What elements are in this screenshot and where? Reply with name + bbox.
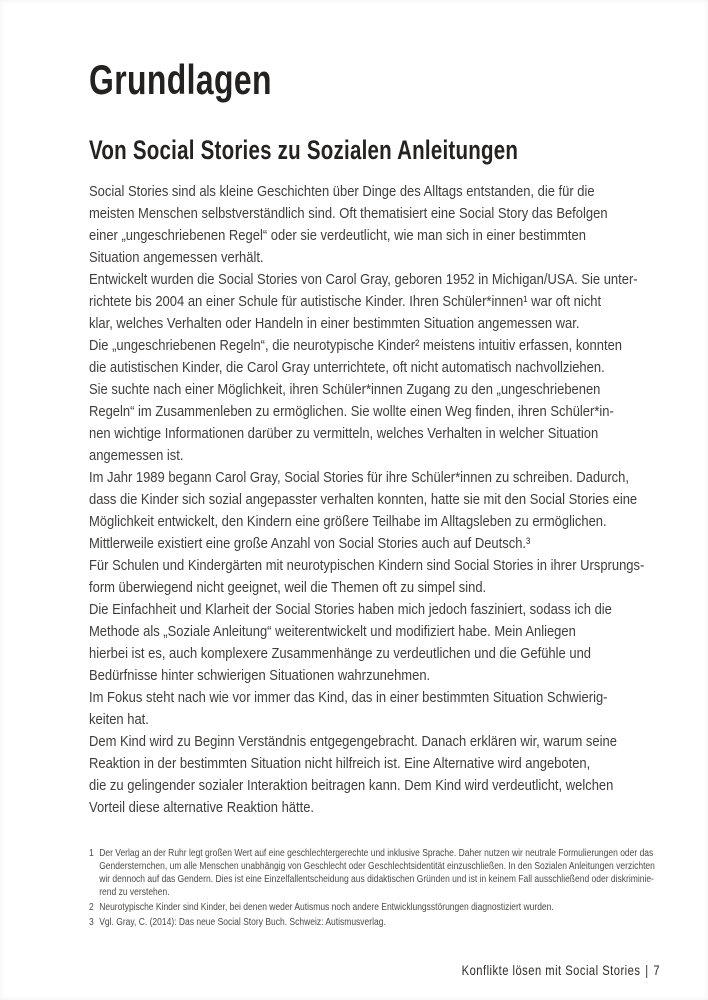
footnote: [89, 847, 657, 899]
footer-book-title: Konflikte lösen mit Social Stories: [461, 962, 641, 978]
body-paragraph: Im Jahr 1989 begann Carol Gray, Social Stories für ihre Schüler*innen zu schreiben. Dadurch, dass die Kinder sich sozial angepasster verhalten konnten, hatte sie mit den Social Stories eine Möglichkeit entwickelt, den Kindern eine größere Teilhabe im Alltagsleben zu ermöglichen. Mittlerweile existiert eine große Anzahl von Social Stories auch auf Deutsch.³: [89, 469, 638, 552]
footnotes-section: [89, 847, 657, 929]
footnote-text: Neurotypische Kinder sind Kinder, bei denen weder Autismus noch andere Entwicklungsstörungen diagnostiziert wurden.: [99, 902, 554, 913]
body-text: [89, 181, 647, 819]
footnote-number: 1: [89, 848, 94, 859]
body-paragraph: Sie suchte nach einer Möglichkeit, ihren Schüler*innen Zugang zu den „ungeschriebenen Regeln“ im Zusammenleben zu ermöglichen. Sie wollte einen Weg finden, ihren Schüler*in- nen wichtige Informationen darüber zu vermitteln, welches Verhalten in welcher Situation angemessen ist.: [89, 381, 614, 464]
footnote: [89, 901, 657, 914]
footer-separator: |: [645, 962, 649, 978]
footnote-text: Der Verlag an der Ruhr legt großen Wert auf eine geschlechtergerechte und inklusive Sprache. Daher nutzen wir neutrale Formulierungen oder das Gendersternchen, um alle Menschen unabhängig von Geschlecht oder Geschlechtsidentität einzuschließen. In den Sozialen Anleitungen verzichten wir dennoch auf das Gendern. Dies ist eine Einzelfallentscheidung aus didaktischen Gründen und ist in keinem Fall ausschließend oder diskriminie- rend zu verstehen.: [99, 848, 655, 898]
page-footer: [461, 962, 660, 978]
footnote-text: Vgl. Gray, C. (2014): Das neue Social Story Buch. Schweiz: Autismusverlag.: [99, 917, 386, 928]
body-paragraph: Entwickelt wurden die Social Stories von Carol Gray, geboren 1952 in Michigan/USA. Sie unter- richtete bis 2004 an einer Schule für autistische Kinder. Ihren Schüler*innen¹ war oft nicht klar, welches Verhalten oder Handeln in einer bestimmten Situation angemessen war.: [89, 271, 638, 332]
footnote-number: 3: [89, 917, 94, 928]
body-paragraph: Im Fokus steht nach wie vor immer das Kind, das in einer bestimmten Situation Schwierig- keiten hat.: [89, 689, 608, 728]
page-subtitle: Von Social Stories zu Sozialen Anleitungen: [89, 135, 519, 165]
footnote: [89, 916, 657, 929]
body-paragraph: Dem Kind wird zu Beginn Verständnis entgegengebracht. Danach erklären wir, warum seine Reaktion in der bestimmten Situation nicht hilfreich ist. Eine Alternative wird angeboten, die zu gelingender sozialer Interaktion beitragen kann. Dem Kind wird verdeutlicht, welchen Vorteil diese alternative Reaktion hätte.: [89, 733, 617, 816]
body-paragraph: Die Einfachheit und Klarheit der Social Stories haben mich jedoch fasziniert, sodass ich die Methode als „Soziale Anleitung“ weiterentwickelt und modifiziert habe. Mein Anliegen hierbei ist es, auch komplexere Zusammenhänge zu verdeutlichen und die Gefühle und Bedürfnisse hinter schwierigen Situationen wahrzunehmen.: [89, 601, 612, 684]
body-paragraph: Für Schulen und Kindergärten mit neurotypischen Kindern sind Social Stories in ihrer Ursprungs- form überwiegend nicht geeignet, weil die Themen oft zu simpel sind.: [89, 557, 645, 596]
footnote-number: 2: [89, 902, 94, 913]
body-paragraph: Die „ungeschriebenen Regeln“, die neurotypische Kinder² meistens intuitiv erfassen, konnten die autistischen Kinder, die Carol Gray unterrichtete, oft nicht automatisch nachvollziehen.: [89, 337, 623, 376]
body-paragraph: Social Stories sind als kleine Geschichten über Dinge des Alltags entstanden, die für die meisten Menschen selbstverständlich sind. Oft thematisiert eine Social Story das Befolgen einer „ungeschriebenen Regel“ oder sie verdeutlicht, wie man sich in einer bestimmten Situation angemessen verhält.: [89, 183, 608, 266]
footer-page-number: 7: [653, 962, 660, 978]
page-title: Grundlagen: [89, 56, 272, 103]
